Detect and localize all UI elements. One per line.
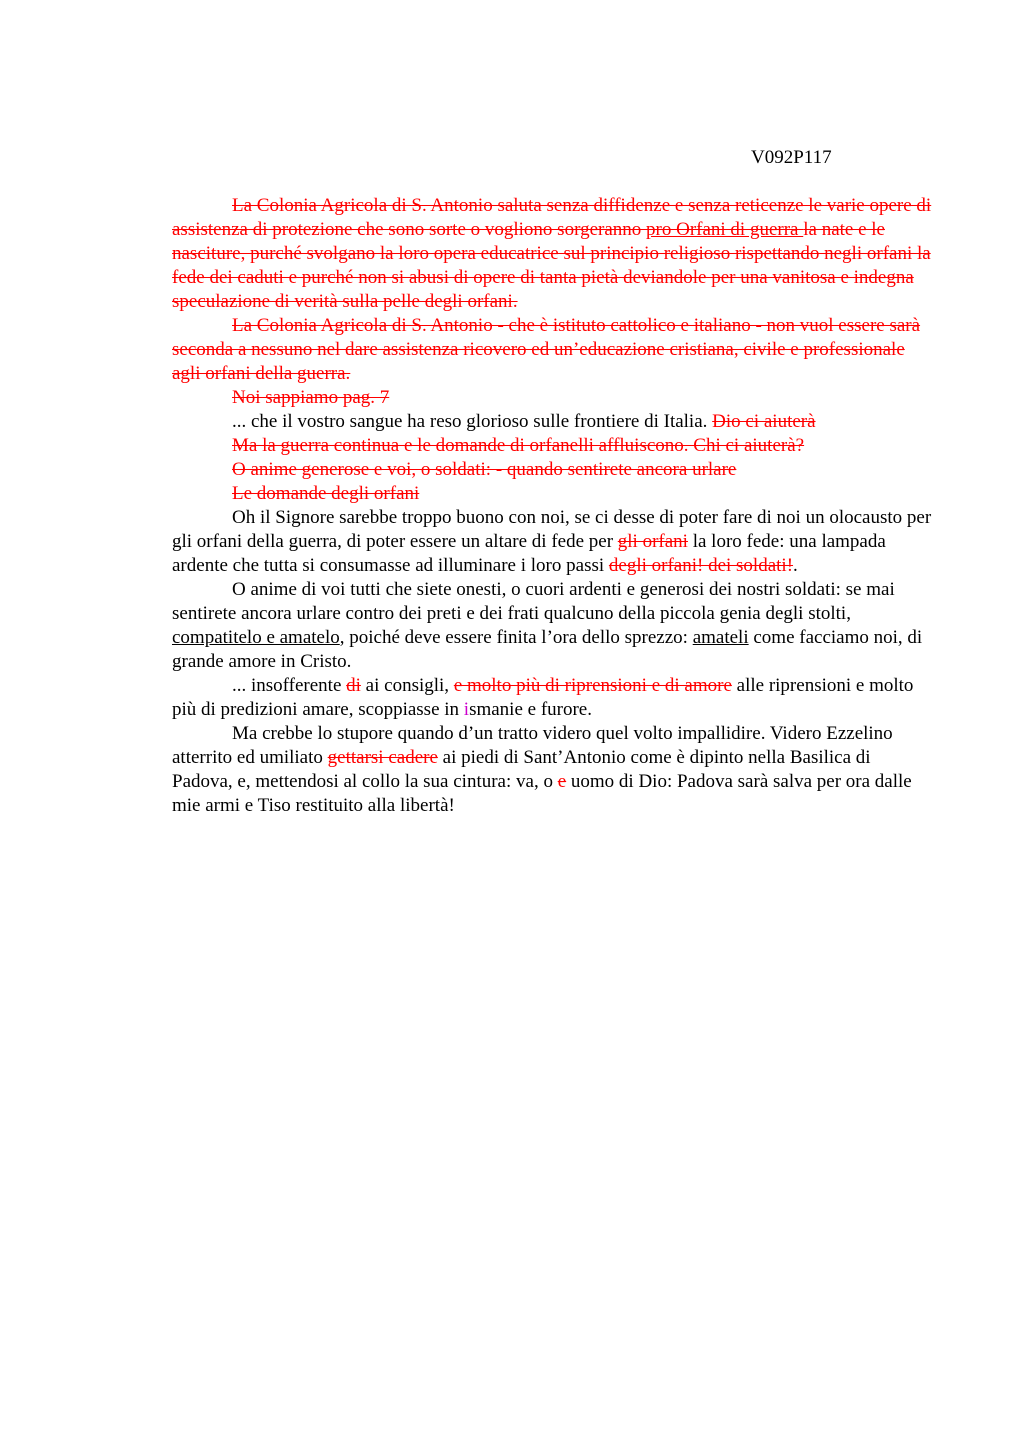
body-text: .	[793, 555, 798, 576]
paragraph	[172, 482, 932, 506]
body-text: alle riprensioni e molto più di predizioni amare, scoppiasse in	[172, 675, 914, 720]
body-text: come facciamo noi, di grande amore in Cristo.	[172, 627, 923, 672]
deleted-underlined-text: pro Orfani di guerra	[646, 219, 804, 240]
paragraph	[172, 578, 932, 674]
deleted-text: gettarsi cadere	[327, 747, 438, 768]
deleted-text: Noi sappiamo pag. 7	[232, 387, 390, 408]
deleted-text: O anime generose e voi, o soldati: - quando sentirete ancora urlare	[232, 459, 737, 480]
body-text: ... insofferente	[232, 675, 347, 696]
deleted-text: gli orfani	[617, 531, 688, 552]
paragraph	[172, 410, 932, 434]
body-text: Oh il Signore sarebbe troppo buono con noi, se ci desse di poter fare di noi un olocausto per gli orfani della guerra, di poter essere un altare di fede per	[172, 507, 932, 552]
body-text: ai piedi di Sant’Antonio come è dipinto nella Basilica di Padova, e, mettendosi al collo la sua cintura: va, o	[172, 747, 871, 792]
body-text: la loro fede: una lampada ardente che tutta si consumasse ad illuminare i loro passi	[172, 531, 886, 576]
body-text: uomo di Dio: Padova sarà salva per ora dalle mie armi e Tiso restituito alla libertà!	[172, 771, 912, 816]
paragraph	[172, 722, 932, 818]
paragraph	[172, 434, 932, 458]
paragraph	[172, 674, 932, 722]
body-text: Ma crebbe lo stupore quando d’un tratto videro quel volto impallidire. Videro Ezzelino atterrito ed umiliato	[172, 723, 893, 768]
paragraph	[172, 194, 932, 314]
body-text: ai consigli,	[360, 675, 454, 696]
underlined-text: amateli	[692, 627, 749, 648]
deleted-text: Dio ci aiuterà	[712, 411, 816, 432]
deleted-text: e	[557, 771, 567, 792]
deleted-text: degli orfani! dei soldati!	[608, 555, 794, 576]
paragraph	[172, 506, 932, 578]
page-code: V092P117	[751, 147, 832, 168]
deleted-text: di	[346, 675, 361, 696]
paragraph	[172, 314, 932, 386]
deleted-text: la nate e le nasciture, purché svolgano la loro opera educatrice sul principio religioso rispettando negli orfani la fede dei caduti e purché non si abusi di opere di tanta pietà deviandole per una vanitosa e indegna speculazione di verità sulla pelle degli orfani.	[172, 219, 931, 312]
paragraph	[172, 386, 932, 410]
deleted-text: Le domande degli orfani	[232, 483, 420, 504]
document-body	[172, 194, 932, 818]
deleted-text: e molto più di riprensioni e di amore	[453, 675, 732, 696]
deleted-text: La Colonia Agricola di S. Antonio saluta senza diffidenze e senza reticenze le varie opere di assistenza di protezione che sono sorte o vogliono sorgeranno	[172, 195, 932, 240]
body-text: ... che il vostro sangue ha reso glorioso sulle frontiere di Italia.	[232, 411, 713, 432]
inserted-text: i	[463, 699, 470, 720]
deleted-text: La Colonia Agricola di S. Antonio - che è istituto cattolico e italiano - non vuol essere sarà seconda a nessuno nel dare assistenza ricovero ed un’educazione cristiana, civile e professionale agli orfani della guerra.	[172, 315, 921, 384]
paragraph	[172, 458, 932, 482]
body-text: , poiché deve essere finita l’ora dello sprezzo:	[339, 627, 693, 648]
underlined-text: compatitelo e amatelo	[172, 627, 340, 648]
body-text: smanie e furore.	[469, 699, 592, 720]
deleted-text: Ma la guerra continua e le domande di orfanelli affluiscono. Chi ci aiuterà?	[232, 435, 805, 456]
body-text: O anime di voi tutti che siete onesti, o cuori ardenti e generosi dei nostri soldati: se mai sentirete ancora urlare contro dei preti e dei frati qualcuno della piccola genia degli stolti,	[172, 579, 895, 624]
